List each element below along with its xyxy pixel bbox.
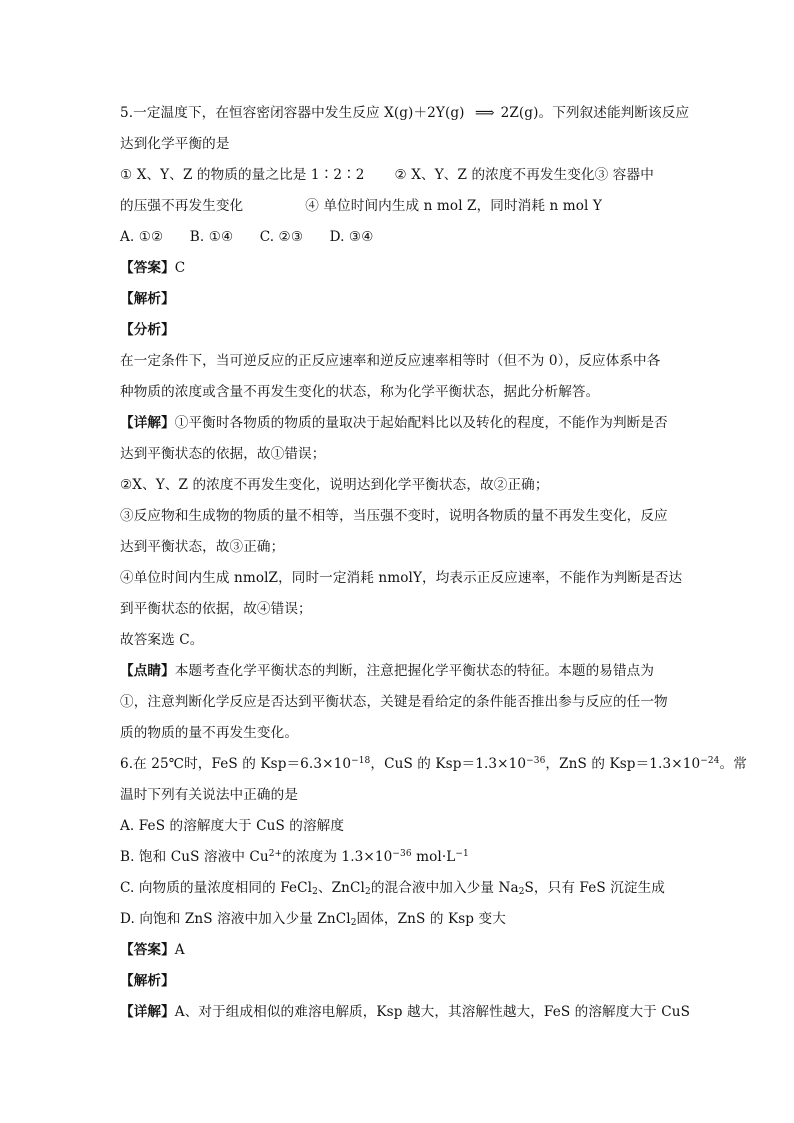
q6-option-d-subscript: 2 (350, 918, 357, 928)
q6-option-b-text-2: 的浓度为 1.3×10 (282, 849, 393, 865)
q6-option-a: A. FeS 的溶解度大于 CuS 的溶解度 (120, 818, 345, 834)
q5-options (120, 222, 680, 253)
q6-option-c-text-1: C. 向物质的量浓度相同的 FeCl (120, 880, 313, 896)
q6-stem-end: 。常 (719, 756, 747, 772)
q5-stem-line-1 (120, 98, 690, 129)
q6-answer (120, 935, 680, 966)
q5-detail-line-8: 故答案选 C。 (120, 632, 204, 648)
q5-items-line-2 (120, 191, 680, 222)
q6-option-d (120, 904, 680, 935)
q5-dianjing-line-3: 质的物质的量不再发生变化。 (120, 725, 299, 741)
q6-cus-exponent: −36 (526, 756, 546, 766)
q6-option-c-text-3: 的混合液中加入少量 Na (370, 880, 519, 896)
q6-option-b-text-1: B. 饱和 CuS 溶液中 Cu (120, 849, 269, 865)
q5-detail-line-5: 达到平衡状态，故③正确； (120, 539, 285, 555)
q6-na-subscript: 2 (518, 887, 525, 897)
q5-option-d: D. ③④ (329, 229, 374, 245)
q6-stem-fes: 6.在 25℃时，FeS 的 Ksp＝6.3×10 (120, 756, 352, 772)
q6-answer-value: A (174, 942, 185, 958)
q5-item-4: ④ 单位时间内生成 n mol Z，同时消耗 n mol Y (305, 198, 602, 214)
q5-item-1: ① X、Y、Z 的物质的量之比是 1∶2∶2 (120, 167, 365, 183)
q5-option-b: B. ①④ (189, 229, 234, 245)
q6-detail-text: A、对于组成相似的难溶电解质，Ksp 越大，其溶解性越大，FeS 的溶解度大于 CuS (174, 1004, 691, 1020)
q5-detail-line-4: ③反应物和生成物的物质的量不相等，当压强不变时，说明各物质的量不再发生变化，反应 (120, 508, 668, 524)
q5-stem-part-1: 5.一定温度下，在恒容密闭容器中发生反应 X(g)＋2Y(g) (120, 105, 470, 121)
q6-option-b-unit-exponent: −1 (455, 849, 469, 859)
q5-items-line-1 (120, 160, 680, 191)
q5-item-3: 的压强不再发生变化 (120, 198, 244, 214)
dianjing-text: 本题考查化学平衡状态的判断，注意把握化学平衡状态的特征。本题的易错点为 (174, 663, 655, 679)
q6-option-b (120, 842, 680, 873)
q6-stem-zns: ，ZnS 的 Ksp＝1.3×10 (545, 756, 701, 772)
q6-stem-cus: ，CuS 的 Ksp＝1.3×10 (370, 756, 527, 772)
q5-detail-line-3: ②X、Y、Z 的浓度不再发生变化，说明达到化学平衡状态，故②正确； (120, 477, 549, 493)
q5-stem-part-2: 2Z(g)。下列叙述能判断该反应 (500, 105, 690, 121)
q5-dianjing-line-1 (120, 656, 680, 687)
q5-fenxi-line-1: 在一定条件下，当可逆反应的正反应速率和逆反应速率相等时（但不为 0），反应体系中各 (120, 353, 661, 369)
xiangjie-tag: 【详解】 (120, 415, 175, 431)
q5-jiexi-tag: 【解析】 (120, 291, 175, 307)
q5-detail-line-1 (120, 408, 680, 439)
q5-dianjing-line-2: ①，注意判断化学反应是否达到平衡状态，关键是看给定的条件能否推出参与反应的任一物 (120, 694, 668, 710)
q5-option-a: A. ①② (120, 229, 164, 245)
q6-option-d-text-1: D. 向饱和 ZnS 溶液中加入少量 ZnCl (120, 911, 351, 927)
dianjing-tag: 【点睛】 (120, 663, 175, 679)
answer-tag: 【答案】 (120, 260, 175, 276)
q6-stem-line-1 (120, 749, 747, 780)
q6-cu-charge: 2+ (268, 849, 283, 859)
q6-option-b-unit: mol·L (411, 849, 456, 865)
q5-detail-line-6: ④单位时间内生成 nmolZ，同时一定消耗 nmolY，均表示正反应速率，不能作为判断是否达 (120, 570, 683, 586)
detail-text: ①平衡时各物质的物质的量取决于起始配料比以及转化的程度，不能作为判断是否 (174, 415, 668, 431)
q6-fes-exponent: −18 (351, 756, 371, 766)
q6-option-c (120, 873, 680, 904)
document-page (120, 98, 747, 1028)
equilibrium-arrow-icon: ⟹ (475, 105, 495, 121)
q5-detail-line-2: 达到平衡状态的依据，故①错误； (120, 446, 326, 462)
q6-option-d-text-2: 固体，ZnS 的 Ksp 变大 (356, 911, 506, 927)
q6-detail-line-1 (120, 997, 691, 1028)
q6-xiangjie-tag: 【详解】 (120, 1004, 175, 1020)
q6-zncl-subscript: 2 (364, 887, 371, 897)
q5-fenxi-line-2: 种物质的浓度或含量不再发生变化的状态，称为化学平衡状态，据此分析解答。 (120, 384, 600, 400)
q5-stem-line-2: 达到化学平衡的是 (120, 136, 230, 152)
q5-item-2: ② X、Y、Z 的浓度不再发生变化③ 容器中 (394, 167, 654, 183)
q5-detail-line-7: 到平衡状态的依据，故④错误； (120, 601, 312, 617)
q5-answer (120, 253, 680, 284)
q6-jiexi-tag: 【解析】 (120, 973, 175, 989)
q6-fecl-subscript: 2 (312, 887, 318, 897)
q6-stem-line-2: 温时下列有关说法中正确的是 (120, 787, 299, 803)
q6-answer-tag: 【答案】 (120, 942, 175, 958)
q6-option-c-text-2: 、ZnCl (317, 880, 365, 896)
q6-zns-exponent: −24 (700, 756, 720, 766)
q5-option-c: C. ②③ (259, 229, 304, 245)
q6-option-c-text-4: S，只有 FeS 沉淀生成 (524, 880, 665, 896)
q5-fenxi-tag: 【分析】 (120, 322, 175, 338)
answer-value: C (174, 260, 186, 276)
q6-option-b-exponent: −36 (392, 849, 412, 859)
